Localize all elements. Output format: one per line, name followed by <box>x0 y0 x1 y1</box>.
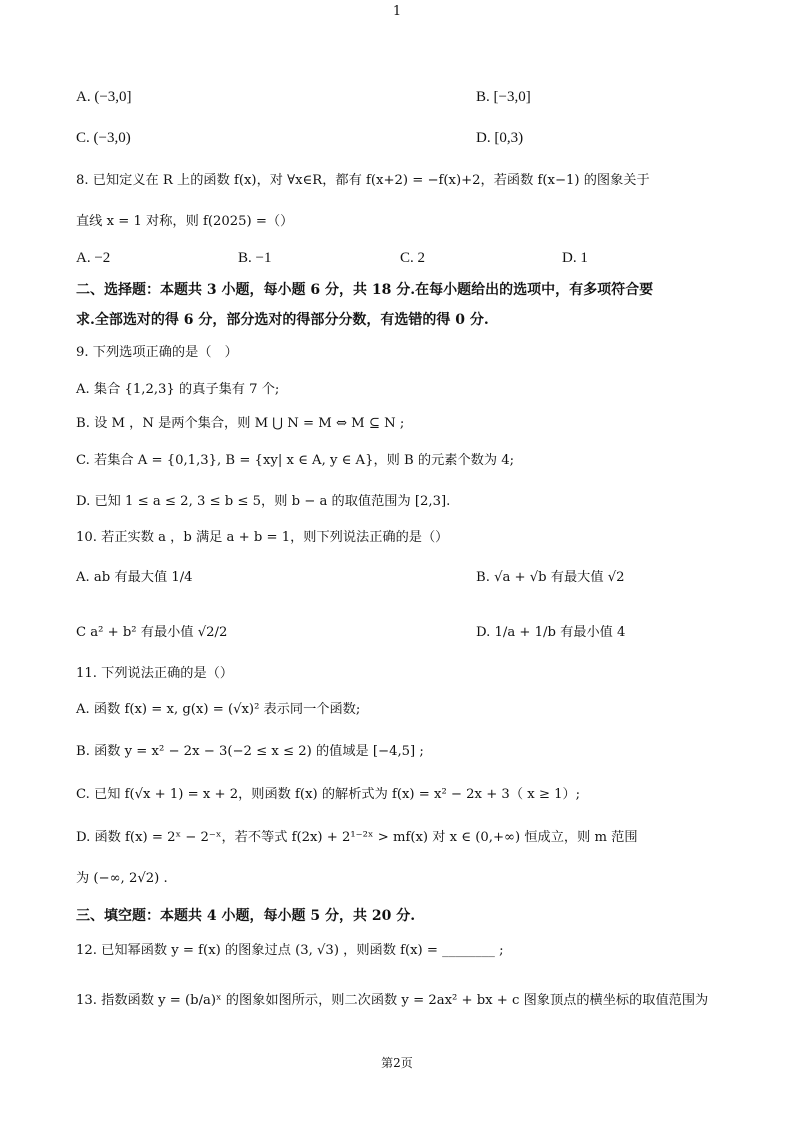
q12-text: 12. 已知幂函数 y = f(x) 的图象过点 (3, √3) ，则函数 f(x) = ________ ; <box>76 943 504 958</box>
q10-option-c: C a² + b² 有最小值 √2/2 <box>76 625 228 640</box>
q11-option-a: A. 函数 f(x) = x, g(x) = (√x)² 表示同一个函数; <box>76 702 361 717</box>
page-number: 1 <box>392 4 402 19</box>
q9-option-b: B. 设 M ，N 是两个集合，则 M ⋃ N = M ⇔ M ⊆ N ; <box>76 416 405 431</box>
q9-stem: 9. 下列选项正确的是（ ） <box>76 345 238 360</box>
q8-option-b: B. −1 <box>238 250 272 266</box>
page-footer: 第2页 <box>381 1056 413 1070</box>
q11-option-d: D. 函数 f(x) = 2ˣ − 2⁻ˣ，若不等式 f(2x) + 2¹⁻²ˣ > mf(x) 对 x ∈ (0,+∞) 恒成立，则 m 范围 <box>76 830 638 845</box>
q8-stem-line2: 直线 x = 1 对称，则 f(2025) =（） <box>76 214 294 229</box>
q7-option-c: C. (−3,0) <box>76 130 131 146</box>
q11-stem: 11. 下列说法正确的是（） <box>76 666 234 681</box>
q10-option-a: A. ab 有最大值 1/4 <box>76 570 193 585</box>
q7-option-b: B. [−3,0] <box>476 89 531 105</box>
section2-heading-line1: 二、选择题：本题共 3 小题，每小题 6 分，共 18 分.在每小题给出的选项中，有多项符合要 <box>76 282 654 298</box>
q7-option-d: D. [0,3) <box>476 130 524 146</box>
q9-option-a: A. 集合 {1,2,3} 的真子集有 7 个; <box>76 382 280 397</box>
q9-option-d: D. 已知 1 ≤ a ≤ 2, 3 ≤ b ≤ 5，则 b − a 的取值范围为 [2,3]. <box>76 494 451 509</box>
q7-options-row2 <box>76 127 734 149</box>
q7-option-a: A. (−3,0] <box>76 89 132 105</box>
q8-stem-line1: 8. 已知定义在 R 上的函数 f(x)，对 ∀x∈R，都有 f(x+2) = −f(x)+2，若函数 f(x−1) 的图象关于 <box>76 173 650 188</box>
q13-text: 13. 指数函数 y = (b/a)ˣ 的图象如图所示，则二次函数 y = 2ax² + bx + c 图象顶点的横坐标的取值范围为 <box>76 993 709 1008</box>
q10-options-row1 <box>76 567 734 589</box>
section2-heading-line2: 求.全部选对的得 6 分，部分选对的得部分分数，有选错的得 0 分. <box>76 312 489 328</box>
q10-option-b: B. √a + √b 有最大值 √2 <box>476 570 625 585</box>
q9-option-c: C. 若集合 A = {0,1,3}, B = {xy| x ∈ A, y ∈ A}，则 B 的元素个数为 4; <box>76 453 515 468</box>
section3-heading: 三、填空题：本题共 4 小题，每小题 5 分，共 20 分. <box>76 908 416 924</box>
q11-option-d-continued: 为 (−∞, 2√2) . <box>76 871 168 886</box>
q10-option-d: D. 1/a + 1/b 有最小值 4 <box>476 625 626 640</box>
q10-stem: 10. 若正实数 a ，b 满足 a + b = 1，则下列说法正确的是（） <box>76 530 449 545</box>
q11-option-b: B. 函数 y = x² − 2x − 3(−2 ≤ x ≤ 2) 的值域是 [−4,5] ; <box>76 744 424 759</box>
q10-options-row2 <box>76 622 734 644</box>
q8-option-c: C. 2 <box>400 250 426 266</box>
q8-option-d: D. 1 <box>562 250 588 266</box>
q7-options-row1 <box>76 86 734 108</box>
q8-option-a: A. −2 <box>76 250 111 266</box>
q11-option-c: C. 已知 f(√x + 1) = x + 2，则函数 f(x) 的解析式为 f(x) = x² − 2x + 3（ x ≥ 1）; <box>76 787 581 802</box>
